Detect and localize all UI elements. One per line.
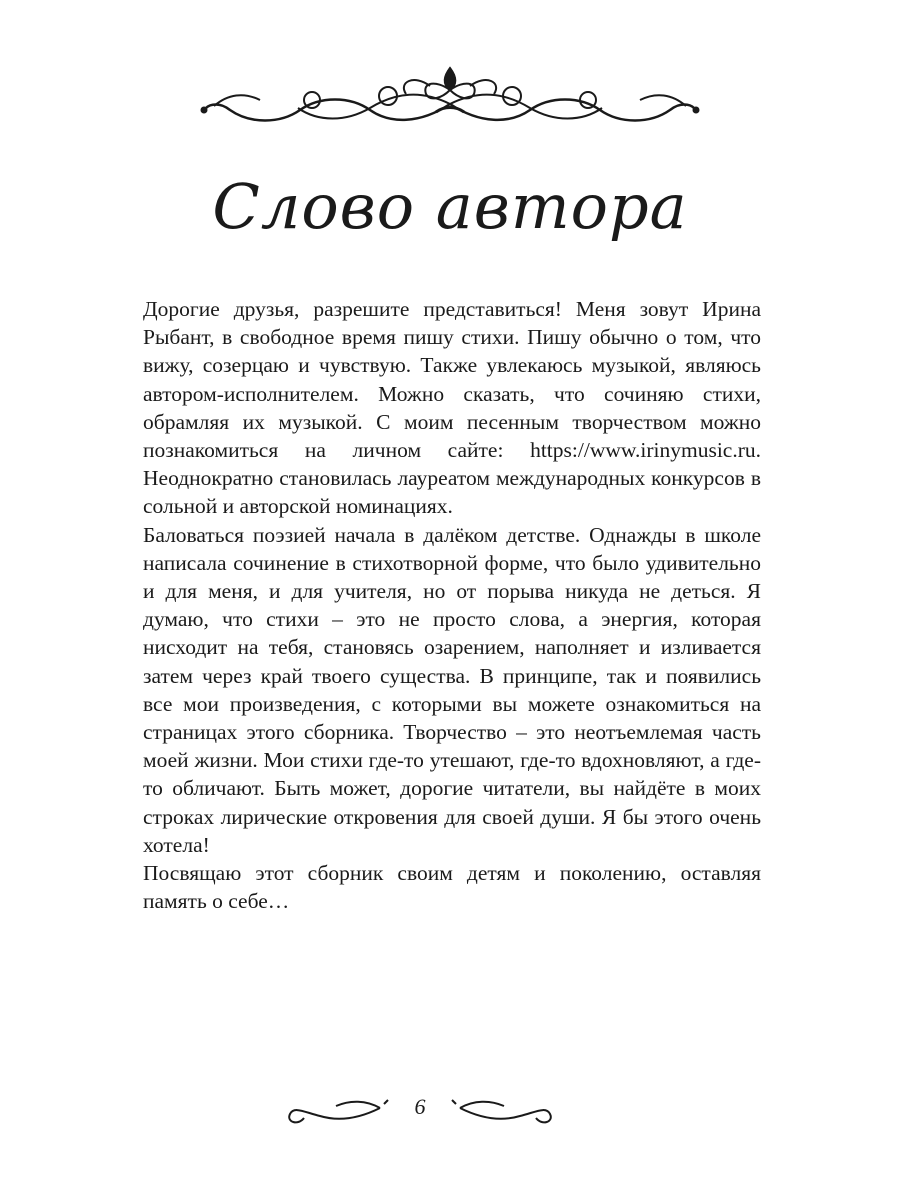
page-number: 6	[414, 1094, 426, 1119]
paragraph-text: Посвящаю этот сборник своим детям и поколению, оставляя память о себе…	[143, 861, 761, 914]
page-title: Слово автора	[212, 170, 688, 243]
body-text	[143, 295, 761, 915]
paragraph	[143, 295, 761, 521]
flourish-ornament-top	[200, 60, 700, 140]
flourish-ornament-bottom-left	[280, 1092, 390, 1132]
paragraph-text: Дорогие друзья, разрешите представиться! Меня зовут Ирина Рыбант, в свободное время пишу стихи. Пишу обычно о том, что вижу, созерцаю и чувствую. Также увлекаюсь музыкой, являюсь автором-исполнителем. Можно сказать, что сочиняю стихи, обрамляя их музыкой. С моим песенным творчеством можно познакомиться на личном сайте: https://www.irinymusic.ru. Неоднократно становилась лауреатом международных конкурсов в сольной и авторской номинациях.	[143, 297, 761, 519]
paragraph	[143, 521, 761, 859]
flourish-ornament-bottom-right	[450, 1092, 560, 1132]
paragraph-text: Баловаться поэзией начала в далёком детстве. Однажды в школе написала сочинение в стихотворной форме, что было удивительно и для меня, и для учителя, но от порыва никуда не деться. Я думаю, что стихи – это не просто слова, а энергия, которая нисходит на тебя, становясь озарением, наполняет и изливается затем через край твоего существа. В принципе, так и появились все мои произведения, с которыми вы можете ознакомиться на страницах этого сборника. Творчество – это неотъемлемая часть моей жизни. Мои стихи где-то утешают, где-то вдохновляют, а где-то обличают. Быть может, дорогие читатели, вы найдёте в моих строках лирические откровения для своей души. Я бы этого очень хотела!	[143, 522, 761, 857]
paragraph	[143, 859, 761, 915]
